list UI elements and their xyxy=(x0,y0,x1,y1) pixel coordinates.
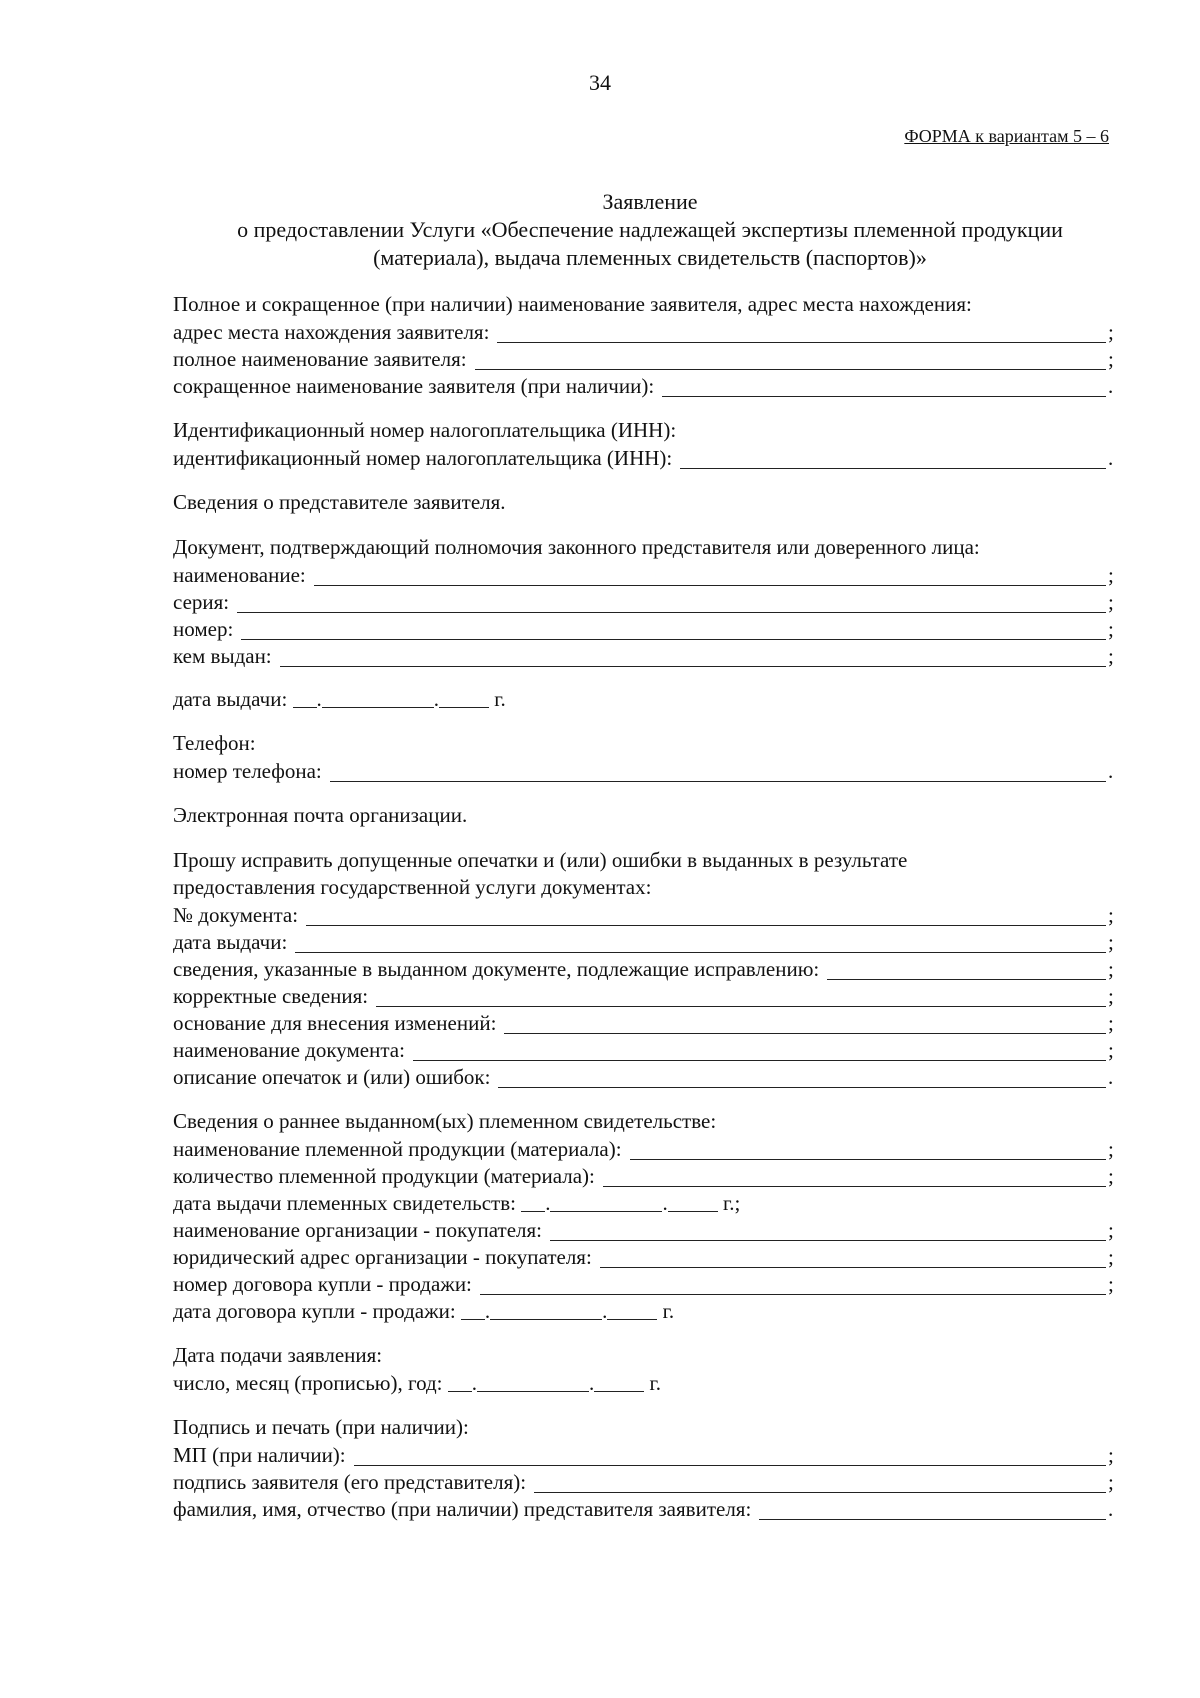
form-reference: ФОРМА к вариантам 5 – 6 xyxy=(904,126,1109,146)
contract-number-row xyxy=(173,1270,1118,1297)
applicant-short-name-row xyxy=(173,372,1118,399)
punct-period: . xyxy=(1108,1497,1114,1521)
applicant-short-name-field[interactable] xyxy=(662,376,1106,397)
document-issue-date-row xyxy=(173,685,1118,712)
punct-semicolon: ; xyxy=(1108,1272,1114,1296)
page-number: 34 xyxy=(589,70,611,95)
punct-semicolon: ; xyxy=(1108,563,1114,587)
buyer-address-row xyxy=(173,1243,1118,1270)
correction-issue-date-field[interactable] xyxy=(295,932,1106,953)
contract-date-suffix: г. xyxy=(662,1299,675,1323)
signature-heading: Подпись и печать (при наличии): xyxy=(173,1415,469,1439)
submission-heading: Дата подачи заявления: xyxy=(173,1343,383,1367)
contract-date-field[interactable]: . . xyxy=(456,1299,663,1324)
contract-number-field[interactable] xyxy=(480,1274,1106,1295)
correction-heading-2: предоставления государственной услуги документах: xyxy=(173,875,652,899)
document-title xyxy=(170,188,1130,272)
correction-doc-name-row xyxy=(173,1036,1118,1063)
punct-semicolon: ; xyxy=(1108,590,1114,614)
applicant-short-name-label: сокращенное наименование заявителя (при наличии): xyxy=(173,374,655,398)
buyer-name-row xyxy=(173,1216,1118,1243)
punct-semicolon: ; xyxy=(1108,930,1114,954)
cert-date-suffix: г.; xyxy=(722,1191,741,1215)
punct-semicolon: ; xyxy=(1108,1038,1114,1062)
applicant-signature-label: подпись заявителя (его представителя): xyxy=(173,1470,527,1494)
document-number-field[interactable] xyxy=(241,619,1106,640)
product-name-label: наименование племенной продукции (материала): xyxy=(173,1137,622,1161)
applicant-heading: Полное и сокращенное (при наличии) наименование заявителя, адрес места нахождения: xyxy=(173,292,972,316)
product-name-field[interactable] xyxy=(630,1139,1106,1160)
correction-doc-name-field[interactable] xyxy=(413,1040,1106,1061)
applicant-signature-row xyxy=(173,1468,1118,1495)
correction-issue-date-label: дата выдачи: xyxy=(173,930,288,954)
buyer-name-label: наименование организации - покупателя: xyxy=(173,1218,543,1242)
submission-date-field[interactable]: . . xyxy=(443,1371,650,1396)
buyer-address-field[interactable] xyxy=(600,1247,1106,1268)
applicant-signature-field[interactable] xyxy=(534,1472,1106,1493)
previous-certificate-heading: Сведения о раннее выданном(ых) племенном свидетельстве: xyxy=(173,1109,717,1133)
cert-date-row xyxy=(173,1189,1118,1216)
contract-number-label: номер договора купли - продажи: xyxy=(173,1272,472,1296)
document-series-row xyxy=(173,588,1118,615)
document-series-field[interactable] xyxy=(237,592,1106,613)
buyer-name-field[interactable] xyxy=(550,1220,1106,1241)
phone-row xyxy=(173,757,1118,784)
stamp-label: МП (при наличии): xyxy=(173,1443,346,1467)
applicant-address-label: адрес места нахождения заявителя: xyxy=(173,320,490,344)
punct-semicolon: ; xyxy=(1108,1137,1114,1161)
punct-semicolon: ; xyxy=(1108,617,1114,641)
document-issued-by-field[interactable] xyxy=(280,646,1106,667)
punct-semicolon: ; xyxy=(1108,644,1114,668)
correction-heading-1: Прошу исправить допущенные опечатки и (или) ошибки в выданных в результате xyxy=(173,848,908,872)
cert-date-label: дата выдачи племенных свидетельств: xyxy=(173,1191,516,1215)
year-suffix: г. xyxy=(494,687,506,711)
punct-semicolon: ; xyxy=(1108,1164,1114,1188)
stamp-row xyxy=(173,1441,1118,1468)
correction-basis-row xyxy=(173,1009,1118,1036)
phone-label: номер телефона: xyxy=(173,759,322,783)
phone-field[interactable] xyxy=(330,761,1106,782)
punct-period: . xyxy=(1108,759,1114,783)
correction-issue-date-row xyxy=(173,928,1118,955)
document-issue-date-field[interactable]: . . xyxy=(287,687,494,712)
punct-semicolon: ; xyxy=(1108,1245,1114,1269)
contract-date-label: дата договора купли - продажи: xyxy=(173,1299,456,1323)
document-heading: Документ, подтверждающий полномочия законного представителя или доверенного лица: xyxy=(173,535,980,559)
product-qty-field[interactable] xyxy=(603,1166,1106,1187)
applicant-address-field[interactable] xyxy=(497,322,1106,343)
document-series-label: серия: xyxy=(173,590,230,614)
form-body xyxy=(173,291,1118,1522)
email-heading: Электронная почта организации. xyxy=(173,803,468,827)
punct-semicolon: ; xyxy=(1108,1443,1114,1467)
correction-description-label: описание опечаток и (или) ошибок: xyxy=(173,1065,491,1089)
representative-fio-row xyxy=(173,1495,1118,1522)
punct-semicolon: ; xyxy=(1108,347,1114,371)
phone-heading: Телефон: xyxy=(173,731,256,755)
punct-semicolon: ; xyxy=(1108,984,1114,1008)
punct-semicolon: ; xyxy=(1108,957,1114,981)
document-number-row xyxy=(173,615,1118,642)
document-issued-by-label: кем выдан: xyxy=(173,644,272,668)
stamp-field[interactable] xyxy=(354,1445,1106,1466)
correction-basis-field[interactable] xyxy=(504,1013,1106,1034)
contract-date-row xyxy=(173,1297,1118,1324)
submission-date-suffix: г. xyxy=(649,1371,661,1395)
applicant-full-name-field[interactable] xyxy=(475,349,1106,370)
punct-semicolon: ; xyxy=(1108,320,1114,344)
punct-period: . xyxy=(1108,374,1114,398)
document-issue-date-label: дата выдачи: xyxy=(173,687,288,711)
punct-period: . xyxy=(1108,446,1114,470)
correction-info-field[interactable] xyxy=(827,959,1106,980)
correction-info-label: сведения, указанные в выданном документе, подлежащие исправлению: xyxy=(173,957,820,981)
title-line-1: Заявление xyxy=(602,189,698,214)
representative-fio-label: фамилия, имя, отчество (при наличии) представителя заявителя: xyxy=(173,1497,752,1521)
applicant-full-name-label: полное наименование заявителя: xyxy=(173,347,467,371)
punct-semicolon: ; xyxy=(1108,1011,1114,1035)
punct-period: . xyxy=(1108,1065,1114,1089)
document-name-field[interactable] xyxy=(314,565,1106,586)
submission-date-row xyxy=(173,1369,1118,1396)
correction-doc-number-row xyxy=(173,901,1118,928)
document-issued-by-row xyxy=(173,642,1118,669)
cert-date-field[interactable]: . . xyxy=(516,1191,723,1216)
applicant-full-name-row xyxy=(173,345,1118,372)
inn-row xyxy=(173,444,1118,471)
punct-semicolon: ; xyxy=(1108,903,1114,927)
correction-info-row xyxy=(173,955,1118,982)
document-name-row xyxy=(173,561,1118,588)
buyer-address-label: юридический адрес организации - покупателя: xyxy=(173,1245,592,1269)
representative-heading: Сведения о представителе заявителя. xyxy=(173,490,506,514)
correction-description-field[interactable] xyxy=(498,1067,1106,1088)
inn-label: идентификационный номер налогоплательщика (ИНН): xyxy=(173,446,673,470)
inn-field[interactable] xyxy=(680,448,1106,469)
correction-doc-name-label: наименование документа: xyxy=(173,1038,405,1062)
correction-description-row xyxy=(173,1063,1118,1090)
punct-semicolon: ; xyxy=(1108,1470,1114,1494)
correction-correct-info-label: корректные сведения: xyxy=(173,984,369,1008)
product-qty-label: количество племенной продукции (материала): xyxy=(173,1164,595,1188)
correction-doc-number-label: № документа: xyxy=(173,903,299,927)
correction-doc-number-field[interactable] xyxy=(306,905,1106,926)
title-line-2: о предоставлении Услуги «Обеспечение надлежащей экспертизы племенной продукции xyxy=(237,217,1063,242)
product-qty-row xyxy=(173,1162,1118,1189)
representative-fio-field[interactable] xyxy=(759,1499,1106,1520)
punct-semicolon: ; xyxy=(1108,1218,1114,1242)
correction-correct-info-row xyxy=(173,982,1118,1009)
applicant-address-row xyxy=(173,318,1118,345)
correction-basis-label: основание для внесения изменений: xyxy=(173,1011,497,1035)
correction-correct-info-field[interactable] xyxy=(376,986,1106,1007)
inn-heading: Идентификационный номер налогоплательщика (ИНН): xyxy=(173,418,677,442)
product-name-row xyxy=(173,1135,1118,1162)
document-number-label: номер: xyxy=(173,617,234,641)
submission-date-label: число, месяц (прописью), год: xyxy=(173,1371,443,1395)
title-line-3: (материала), выдача племенных свидетельств (паспортов)» xyxy=(373,245,927,270)
document-name-label: наименование: xyxy=(173,563,306,587)
